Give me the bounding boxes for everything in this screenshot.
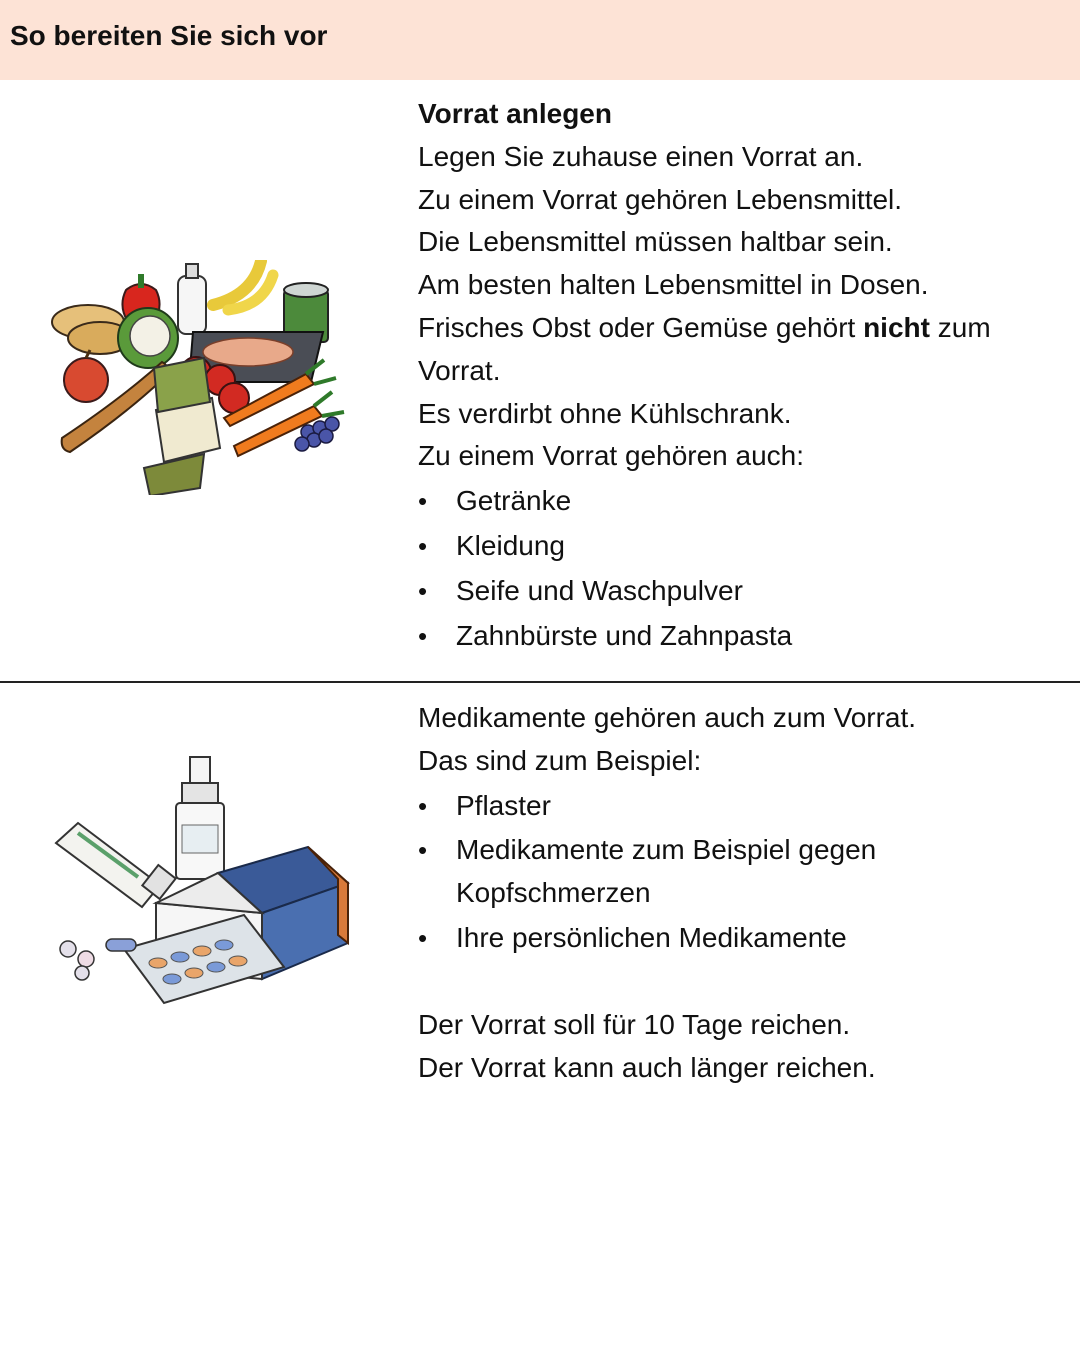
spacer (418, 962, 1058, 1004)
text-line: Der Vorrat soll für 10 Tage reichen. (418, 1008, 851, 1040)
supplies-text (418, 93, 1058, 659)
page-title: So bereiten Sie sich vor (10, 20, 328, 51)
supplies-list (418, 480, 1058, 657)
list-item: • Zahnbürste und Zahnpasta (418, 615, 1058, 658)
text-fragment: Frisches Obst oder Gemüse gehört (418, 311, 864, 343)
text-line: Legen Sie zuhause einen Vorrat an. (418, 140, 864, 172)
medicine-section (0, 683, 1080, 1350)
page-header (0, 0, 1080, 80)
text-line: Zu einem Vorrat gehören auch: (418, 440, 805, 472)
list-item: • Ihre persönlichen Medikamente (418, 917, 1058, 960)
list-item: • Getränke (418, 480, 1058, 523)
medicine-text (418, 697, 1058, 1089)
groceries-icon (48, 260, 358, 495)
list-item: • Kleidung (418, 525, 1058, 568)
list-item: • Pflaster (418, 785, 1058, 828)
text-line: Es verdirbt ohne Kühlschrank. (418, 397, 792, 429)
text-line: Der Vorrat kann auch länger reichen. (418, 1051, 876, 1083)
supplies-section (0, 80, 1080, 681)
text-line: Zu einem Vorrat gehören Lebensmittel. (418, 183, 903, 215)
text-line: Am besten halten Lebensmittel in Dosen. (418, 269, 929, 301)
supplies-heading: Vorrat anlegen (418, 98, 612, 129)
emphasis-not: nicht (863, 311, 930, 343)
medicine-list (418, 785, 1058, 960)
medicine-icon (48, 753, 358, 1013)
fresh-produce-line (418, 307, 1038, 393)
text-fragment: zum Vorrat. (418, 311, 991, 386)
list-item: • Seife und Waschpulver (418, 570, 1058, 613)
list-item: • Medikamente zum Beispiel gegen Kopfschmerzen (418, 829, 976, 915)
text-line: Die Lebensmittel müssen haltbar sein. (418, 226, 893, 258)
text-line: Medikamente gehören auch zum Vorrat. (418, 702, 917, 733)
text-line: Das sind zum Beispiel: (418, 744, 702, 776)
